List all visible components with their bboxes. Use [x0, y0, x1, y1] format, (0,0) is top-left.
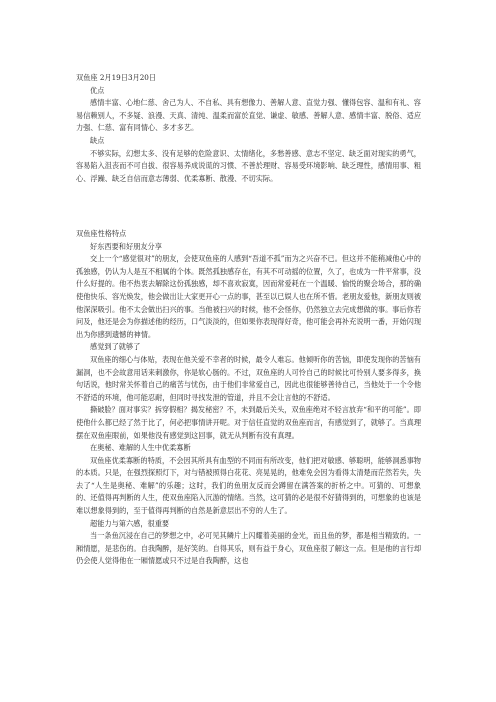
- paragraph-indecisive: 双鱼座优柔寡断的特质，不会因其所具有血型的不同而有所改变，他们把对敏感、够聪明，能够洞悉事物的本质。只是，在强烈探照灯下，对与错被照得白花花、亮晃晃的，他难免会因为看得太清楚而茫然若失，失去了“人生是奥秘、难解”的乐趣；这时，我们的鱼朋友反而会蹲留在满答案的折桥之中。可猜的、可想象的、还值得再判断的人生，使双鱼座陷入沉游的情绪。当然，这可猜的必是很不好猜得到的，可想象的也该是难以想象得到的，至于值得再判断的自然是新意层出不穷的人生了。: [76, 455, 422, 516]
- paragraph-peace: 撕破脸？面对事实？拆穿假相？揭发秘密？不，未到最后关头，双鱼座绝对不轻言放弃“和平的可能”。即使他什么都已经了然于比了，何必把事情讲开呢。对于信任直觉的双鱼座而言，有感觉到了，就够了。当真理摆在双鱼座眼前，如果他没有感觉到这回事，就无从判断有没有真理。: [76, 405, 422, 440]
- section-character: [76, 228, 421, 568]
- section-title: 双鱼座性格特点: [76, 229, 127, 238]
- paragraph-friends: 交上一个“感觉很对”的朋友，会使双鱼座的人感到“吾道不孤”而为之兴奋不已。但这并不能稍减他心中的孤独感，仍认为人是互不相属的个体。既然孤独感存在，有其不可动摇的位置，久了，也成为一件平常事，没什么好提的。他不热衷去解除这份孤独感，却不喜欢寂寞，因而常爱耗在一个温暖、愉悦的聚会场合，那的确使他快乐、容光焕发，他会做出让大家更开心一点的事，甚至以已娱人也在所不惜。老朋友爱他，新朋友则被他深深吸引。他不太会做出扫兴的事。当他被扫兴的时候，他不会怪你，仍然独立去完成想做的事。事后你若问及，他还是会为你描述他的经历，口气淡淡的，但如果你表现得好奇，他可能会再补充说明一番，开始闪现出为你感到遗憾的神情。: [76, 254, 422, 339]
- subheading-share: 好东西要和好朋友分享: [90, 241, 162, 251]
- cons-text: 不够实际，幻想太多、没有足够的危险意识、太情绪化，多愁善感、意志不坚定、缺乏面对现实的勇气，容易陷入沮丧而不可自拔、很容易养成说谎的习惯、不善於理财、容易受环境影响、缺乏理性，感情用事、粗心、浮躁、缺乏自信而意志薄弱、优柔寡断、散漫、不切实际。: [76, 148, 422, 183]
- pros-heading: 优点: [90, 85, 105, 95]
- cons-heading: 缺点: [90, 135, 105, 145]
- section-traits: [76, 85, 421, 186]
- subheading-sixth-sense: 超能力与第六感，很重要: [90, 518, 170, 528]
- subheading-feeling: 感觉到了就够了: [90, 342, 141, 352]
- page-header: 双鱼座 2月19日3月20日: [76, 73, 157, 82]
- subheading-indecisive: 在奥秘、难解的人生中优柔寡断: [90, 443, 191, 453]
- paragraph-care: 双鱼座的细心与体贴，表现在他关爱不幸者的时候，最令人难忘。他倾听你的苦恼，即使发现你的苦恼有漏洞，也不会故意用话来刺激你，你是软心肠的。不过，双鱼座的人可怜自己的时候比可怜别人要多得多，换句话说，他时常关怀着自己的痛苦与忧伤，由于他们非常爱自己，因此也很能够善待自己，当他处于一个令他不舒适的环境，他可能忍耐，但同时寻找发泄的管道，并且不会让言他的不舒适。: [76, 354, 422, 402]
- pros-text: 感情丰富、心地仁慈、舍己为人、不自私、具有想像力、善解人意、直觉力强、懂得包容、温和有礼、容易信赖别人，不多疑、浪漫、天真、清纯、温柔而富於直觉、谦虚、敏感、善解人意、感情丰富、脱俗、适应力强、仁慈、富有同情心、多才多艺。: [76, 98, 422, 133]
- paragraph-dreams: 当一条鱼沉浸在自己的梦想之中，必可见其鳞片上闪耀着美丽的金光，而且鱼的梦，都是相当精致的。一厢情愿，是悲伤的。自我陶醉，是好笑的。自得其乐，则有益于身心，双鱼座很了解这一点。但是他的言行却仍会使人觉得他在一厢情愿或只不过是自我陶醉，这也: [76, 531, 422, 566]
